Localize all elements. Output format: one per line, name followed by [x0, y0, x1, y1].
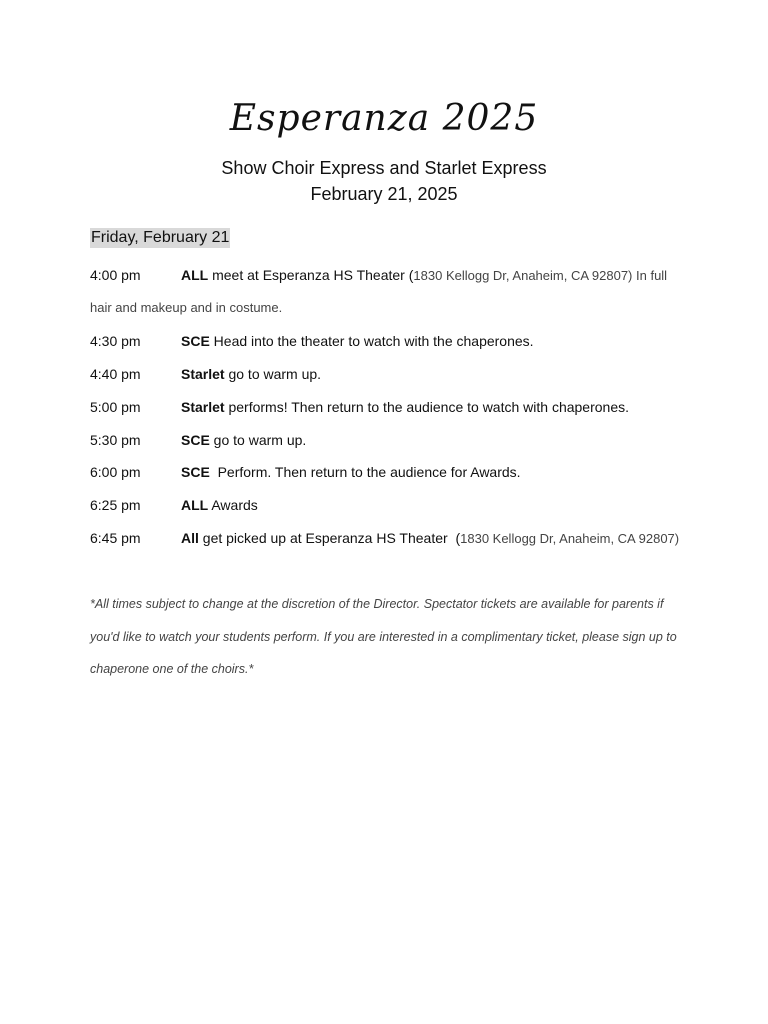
schedule-who: SCE — [181, 333, 210, 349]
schedule-description — [181, 399, 629, 415]
schedule-description — [181, 267, 667, 283]
document-subtitle: Show Choir Express and Starlet Express — [221, 158, 547, 178]
schedule-description — [181, 333, 534, 349]
schedule-text: get picked up at Esperanza HS Theater ( — [198, 530, 461, 546]
document-title: Esperanza 2025 — [229, 98, 539, 139]
schedule-who: SCE — [181, 464, 210, 480]
schedule-continuation: hair and makeup and in costume. — [90, 300, 283, 315]
schedule-time: 4:30 pm — [90, 333, 141, 349]
schedule-text: go to warm up. — [224, 366, 322, 382]
schedule-text: go to warm up. — [209, 432, 307, 448]
footnote: *All times subject to change at the discretion of the Director. Spectator tickets are available for parents if you'd like to watch your students perform. If you are interested in a complimentary ticket, please sign up to chaperone one of the choirs.* — [90, 597, 677, 676]
schedule-description — [181, 497, 258, 513]
schedule-address: 1830 Kellogg Dr, Anaheim, CA 92807) — [460, 531, 680, 546]
schedule-who: All — [181, 530, 199, 546]
schedule-time: 6:25 pm — [90, 497, 141, 513]
schedule-time: 4:00 pm — [90, 267, 141, 283]
schedule-who: ALL — [181, 497, 209, 513]
schedule-time: 5:30 pm — [90, 432, 141, 448]
day-heading: Friday, February 21 — [91, 229, 230, 246]
schedule-who: Starlet — [181, 366, 225, 382]
schedule-description — [181, 530, 679, 546]
schedule-time: 5:00 pm — [90, 399, 141, 415]
schedule-who: Starlet — [181, 399, 225, 415]
schedule-text: Head into the theater to watch with the chaperones. — [209, 333, 534, 349]
schedule-description — [181, 432, 306, 448]
schedule-who: SCE — [181, 432, 210, 448]
schedule-description — [181, 464, 521, 480]
schedule-text: meet at Esperanza HS Theater ( — [208, 267, 414, 283]
schedule-who: ALL — [181, 267, 209, 283]
document-date: February 21, 2025 — [310, 184, 458, 204]
schedule-time: 4:40 pm — [90, 366, 141, 382]
schedule-description — [181, 366, 321, 382]
schedule-time: 6:45 pm — [90, 530, 141, 546]
schedule-text: Awards — [208, 497, 258, 513]
schedule-address: 1830 Kellogg Dr, Anaheim, CA 92807) In full — [413, 268, 668, 283]
schedule-time: 6:00 pm — [90, 464, 141, 480]
schedule-text: Perform. Then return to the audience for Awards. — [209, 464, 521, 480]
schedule-text: performs! Then return to the audience to watch with chaperones. — [224, 399, 629, 415]
